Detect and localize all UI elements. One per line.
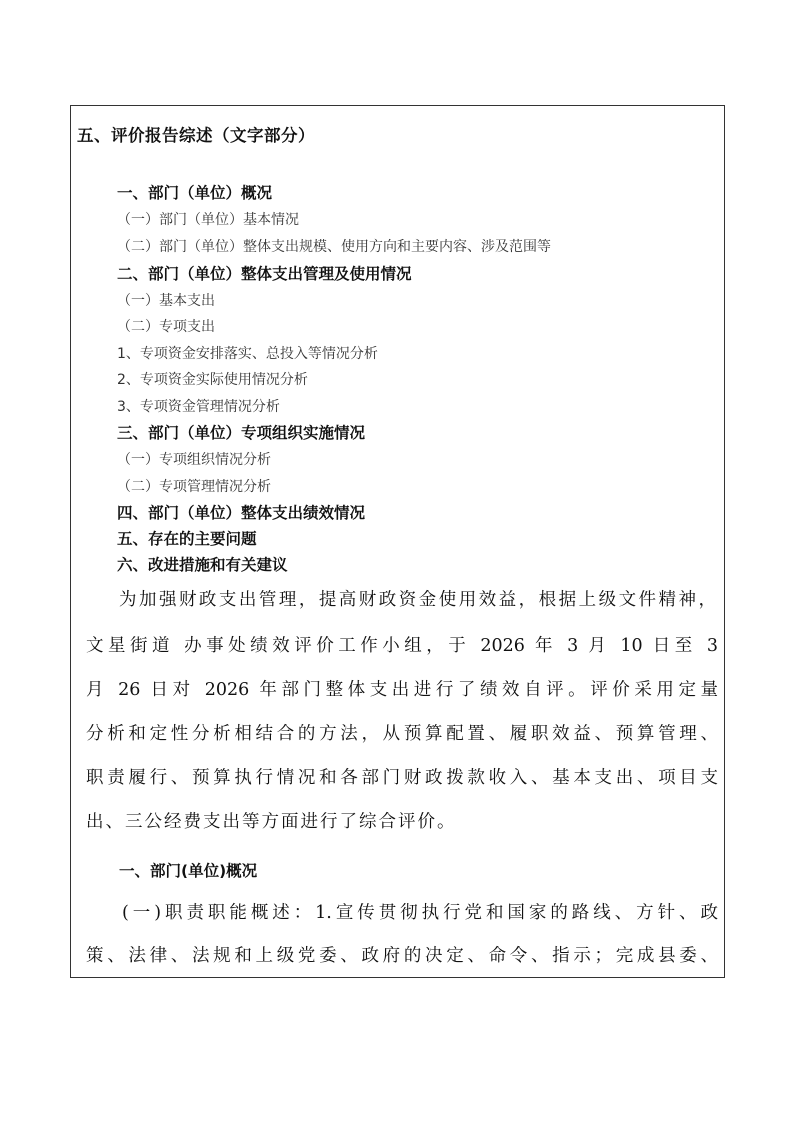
paragraph-line: (一)职责职能概述：1.宣传贯彻执行党和国家的路线、方针、政 bbox=[122, 903, 718, 923]
outline-item: （二）部门（单位）整体支出规模、使用方向和主要内容、涉及范围等 bbox=[117, 239, 551, 255]
outline-item: 二、部门（单位）整体支出管理及使用情况 bbox=[117, 265, 412, 283]
outline-item: 一、部门（单位）概况 bbox=[117, 184, 273, 202]
outline-item: 3、专项资金管理情况分析 bbox=[117, 399, 280, 415]
paragraph-line: 文星街道 办事处绩效评价工作小组，于 2026 年 3 月 10 日至 3 bbox=[86, 636, 718, 656]
outline-item: 四、部门（单位）整体支出绩效情况 bbox=[117, 504, 366, 522]
outline-item: （一）基本支出 bbox=[117, 293, 215, 309]
outline-item: （一）专项组织情况分析 bbox=[117, 452, 271, 468]
paragraph-line: 职责履行、预算执行情况和各部门财政拨款收入、基本支出、项目支 bbox=[86, 768, 718, 788]
outline-item: （二）专项支出 bbox=[117, 319, 215, 335]
outline-item: 1、专项资金安排落实、总投入等情况分析 bbox=[117, 346, 378, 362]
outline-item: 六、改进措施和有关建议 bbox=[117, 556, 288, 574]
section-title: 五、评价报告综述（文字部分） bbox=[77, 126, 315, 145]
paragraph-line: 出、三公经费支出等方面进行了综合评价。 bbox=[86, 812, 457, 832]
paragraph-line: 分析和定性分析相结合的方法，从预算配置、履职效益、预算管理、 bbox=[86, 724, 718, 744]
paragraph-line: 为加强财政支出管理，提高财政资金使用效益，根据上级文件精神， bbox=[119, 590, 716, 610]
paragraph-line: 月 26 日对 2026 年部门整体支出进行了绩效自评。评价采用定量 bbox=[86, 680, 718, 700]
outline-item: 五、存在的主要问题 bbox=[117, 530, 257, 548]
paragraph-line: 策、法律、法规和上级党委、政府的决定、命令、指示；完成县委、 bbox=[86, 946, 718, 966]
outline-item: （二）专项管理情况分析 bbox=[117, 479, 271, 495]
outline-item: （一）部门（单位）基本情况 bbox=[117, 212, 299, 228]
sub-heading: 一、部门(单位)概况 bbox=[119, 862, 258, 880]
outline-item: 三、部门（单位）专项组织实施情况 bbox=[117, 424, 366, 442]
outline-item: 2、专项资金实际使用情况分析 bbox=[117, 372, 308, 388]
